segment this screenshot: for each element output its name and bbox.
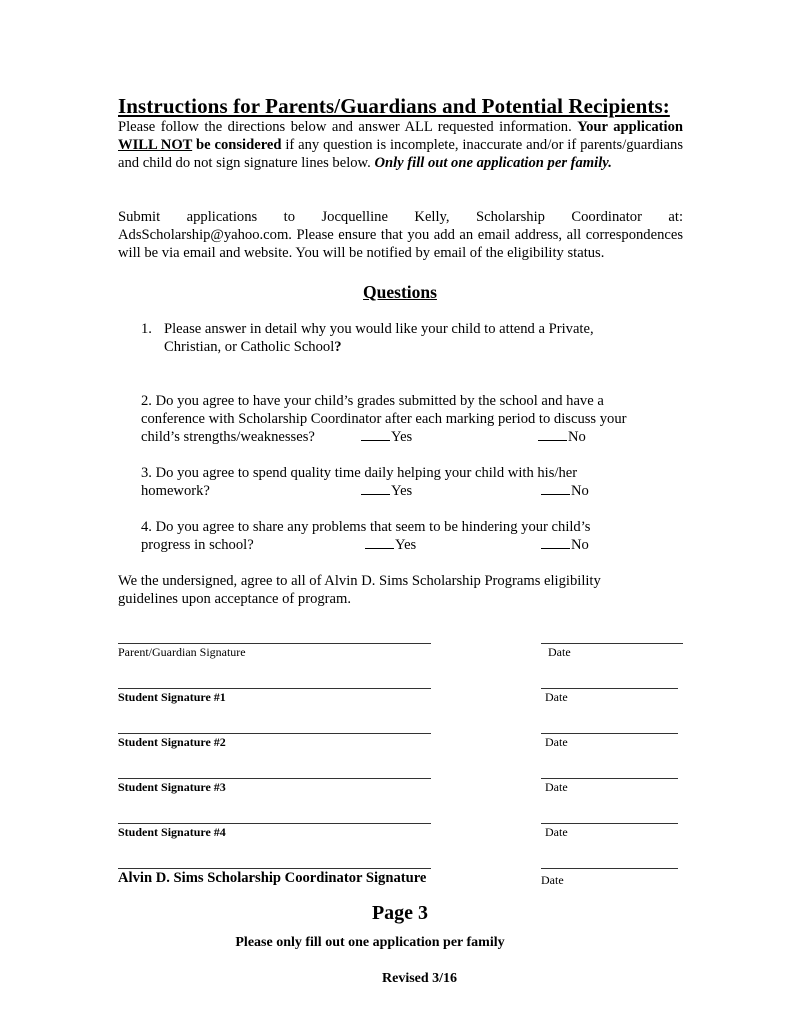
footer-note: Please only fill out one application per family [235,935,505,950]
student-3-signature-label: Student Signature #3 [118,780,226,794]
yes-blank[interactable] [365,536,394,549]
no-blank[interactable] [541,536,570,549]
instructions-bold-text: be considered [192,137,282,154]
question-4 [141,518,681,556]
yes-option[interactable] [365,536,416,554]
question-2 [141,392,681,448]
parent-signature-label: Parent/Guardian Signature [118,645,246,659]
parent-date-line[interactable] [541,643,683,644]
yes-option[interactable] [361,482,412,500]
student-1-signature-line[interactable] [118,688,431,689]
yes-label: Yes [395,537,417,554]
agreement-line: We the undersigned, agree to all of Alvin D. Sims Scholarship Programs eligibility [118,573,601,589]
page-number: Page 3 [371,902,429,924]
questions-heading: Questions [363,282,437,302]
question-line-text: Christian, or Catholic School [164,339,335,356]
agreement-line: guidelines upon acceptance of program. [118,591,352,608]
question-number: 1. [141,321,152,337]
instructions-bold-text: Your application [577,119,683,135]
question-line: 3. Do you agree to spend quality time daily helping your child with his/her [141,465,578,481]
student-3-date-line[interactable] [541,778,678,779]
no-blank[interactable] [541,482,570,495]
no-option[interactable] [538,428,586,446]
question-line: Please answer in detail why you would like your child to attend a Private, [164,321,594,337]
yes-label: Yes [391,429,413,446]
date-label: Date [545,735,568,749]
question-mark: ? [334,339,342,356]
instructions-text: Please follow the directions below and answer ALL requested information. [118,119,578,135]
question-line: child’s strengths/weaknesses? [141,429,315,446]
student-2-signature-label: Student Signature #2 [118,735,226,749]
submission-paragraph: Submit applications to Jocquelline Kelly, Scholarship Coordinator at: AdsScholarship@yahoo.com. Please ensure that you add an email address, all correspondences will be via email and website. You will be notified by email of the eligibility status. [118,209,683,262]
will-not-emphasis: WILL NOT [118,137,193,154]
no-option[interactable] [541,536,589,554]
no-option[interactable] [541,482,589,500]
date-label: Date [548,645,571,659]
instructions-text: if any question is incomplete, inaccurate and/or if parents/guardians and child do not sign signature lines below. [118,137,684,172]
student-4-signature-label: Student Signature #4 [118,825,226,839]
yes-blank[interactable] [361,482,390,495]
date-label: Date [545,690,568,704]
yes-label: Yes [391,483,413,500]
yes-blank[interactable] [361,428,390,441]
no-label: No [568,429,586,446]
no-label: No [571,537,589,554]
question-3 [141,464,681,502]
no-blank[interactable] [538,428,567,441]
question-line: 4. Do you agree to share any problems that seem to be hindering your child’s [141,519,591,535]
question-text [164,320,594,356]
student-1-date-line[interactable] [541,688,678,689]
yes-option[interactable] [361,428,412,446]
instructions-paragraph [118,118,683,173]
agreement-statement [118,572,601,608]
no-label: No [571,483,589,500]
one-application-emphasis: Only fill out one application per family. [374,155,612,172]
date-label: Date [545,780,568,794]
coordinator-date-line[interactable] [541,868,678,869]
student-4-date-line[interactable] [541,823,678,824]
date-label: Date [541,873,564,887]
student-3-signature-line[interactable] [118,778,431,779]
question-line: homework? [141,483,210,500]
student-1-signature-label: Student Signature #1 [118,690,226,704]
question-line: conference with Scholarship Coordinator after each marking period to discuss your [141,411,627,428]
student-2-signature-line[interactable] [118,733,431,734]
coordinator-signature-line[interactable] [118,868,431,869]
question-line [164,338,594,356]
question-line: progress in school? [141,537,254,554]
page-title: Instructions for Parents/Guardians and Potential Recipients: [118,94,670,118]
parent-signature-line[interactable] [118,643,431,644]
student-2-date-line[interactable] [541,733,678,734]
coordinator-signature-label: Alvin D. Sims Scholarship Coordinator Signature [118,870,427,886]
revision-date: Revised 3/16 [382,971,458,986]
student-4-signature-line[interactable] [118,823,431,824]
date-label: Date [545,825,568,839]
question-line: 2. Do you agree to have your child’s grades submitted by the school and have a [141,393,604,409]
